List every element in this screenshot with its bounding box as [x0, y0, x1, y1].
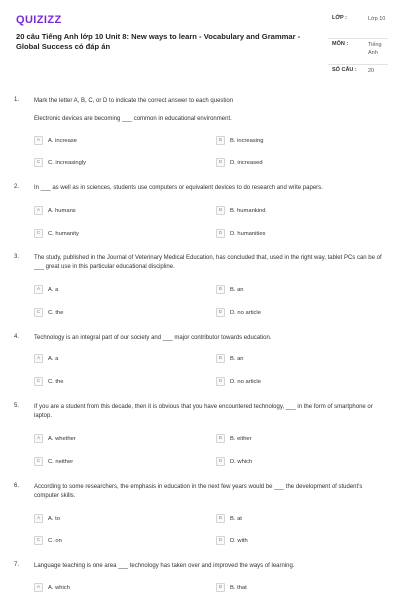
option-letter-box: C [34, 457, 43, 466]
option-letter-box: A [34, 285, 43, 294]
option-text: C. the [48, 378, 64, 385]
option-letter-box: C [34, 229, 43, 238]
question-text: Technology is an integral part of our society and ___ major contributor towards education. [34, 335, 272, 341]
option-letter-box: B [216, 136, 225, 145]
meta-row-lop [328, 12, 388, 38]
option-text: B. at [230, 515, 242, 522]
question-number: 3. [14, 254, 20, 260]
option-letter-box: D [216, 536, 225, 545]
option-text: C. neither [48, 458, 74, 465]
option-text: B. an [230, 286, 244, 293]
option-text: D. humanities [230, 230, 266, 237]
question-number: 6. [14, 483, 20, 489]
option-letter-box: A [34, 514, 43, 523]
option-text: D. no article [230, 378, 261, 385]
option-text: C. on [48, 537, 62, 544]
quizizz-logo: QUIZIZZ [16, 14, 62, 26]
option-text: B. that [230, 584, 247, 591]
option-letter-box: A [34, 583, 43, 592]
option-text: D. with [230, 537, 248, 544]
option-text: A. increase [48, 137, 77, 144]
question-number: 1. [14, 97, 20, 103]
option-letter-box: A [34, 354, 43, 363]
option-text: A. to [48, 515, 60, 522]
option-text: B. humankind [230, 207, 266, 214]
option-letter-box: D [216, 158, 225, 167]
meta-box [328, 12, 388, 78]
question-number: 4. [14, 334, 20, 340]
option-letter-box: A [34, 136, 43, 145]
question-number: 7. [14, 562, 20, 568]
option-letter-box: B [216, 434, 225, 443]
option-letter-box: B [216, 206, 225, 215]
question-number: 5. [14, 403, 20, 409]
option-text: A. a [48, 286, 59, 293]
option-text: C. the [48, 309, 64, 316]
option-letter-box: C [34, 308, 43, 317]
option-text: A. which [48, 584, 70, 591]
option-text: D. which [230, 458, 253, 465]
mon-label: MÔN : [332, 41, 349, 47]
socau-label: SỐ CÂU : [332, 67, 357, 73]
option-letter-box: C [34, 377, 43, 386]
document-title: 20 câu Tiếng Anh lớp 10 Unit 8: New ways to learn - Vocabulary and Grammar - Global Success có đáp án [16, 32, 301, 51]
option-letter-box: B [216, 583, 225, 592]
lop-label: LỚP : [332, 15, 347, 21]
option-letter-box: A [34, 434, 43, 443]
mon-value: Tiếng Anh [368, 42, 382, 56]
option-text: B. an [230, 355, 244, 362]
option-text: D. increased [230, 159, 263, 166]
option-letter-box: D [216, 457, 225, 466]
option-text: A. a [48, 355, 59, 362]
option-text: C. increasingly [48, 159, 87, 166]
option-text: D. no article [230, 309, 261, 316]
option-letter-box: C [34, 158, 43, 167]
page-header [0, 0, 400, 86]
lop-value: Lớp 10 [368, 16, 386, 22]
option-text: C. humanity [48, 230, 79, 237]
option-letter-box: B [216, 285, 225, 294]
option-text: A. humans [48, 207, 76, 214]
meta-row-socau [328, 64, 388, 78]
question-text: Language teaching is one area ___ technology has taken over and improved the ways of learning. [34, 563, 295, 569]
option-letter-box: B [216, 354, 225, 363]
question-text: If you are a student from this decade, then it is obvious that you have encountered technology, ___ in the form of smartphone or laptop. [34, 404, 373, 419]
question-text: In ___ as well as in sciences, students use computers or equivalent devices to do research and write papers. [34, 185, 323, 191]
option-letter-box: D [216, 377, 225, 386]
option-letter-box: D [216, 229, 225, 238]
option-text: B. increasing [230, 137, 264, 144]
question-text: Mark the letter A, B, C, or D to indicate the correct answer to each question [34, 98, 234, 104]
question-number: 2. [14, 184, 20, 190]
option-letter-box: B [216, 514, 225, 523]
option-letter-box: C [34, 536, 43, 545]
question-text: The study, published in the Journal of Veterinary Medical Education, has concluded that, used in the right way, tablet PCs can be of ___ great use in this particular educational discipline. [34, 255, 382, 270]
socau-value: 20 [368, 68, 375, 74]
option-letter-box: D [216, 308, 225, 317]
question-text: Electronic devices are becoming ___ common in educational environment. [34, 116, 232, 122]
option-text: B. either [230, 435, 252, 442]
meta-row-mon [328, 38, 388, 64]
option-text: A. whether [48, 435, 76, 442]
option-letter-box: A [34, 206, 43, 215]
question-text: According to some researchers, the emphasis in education in the next few years would be ___ the development of student's computer skills. [34, 484, 363, 499]
